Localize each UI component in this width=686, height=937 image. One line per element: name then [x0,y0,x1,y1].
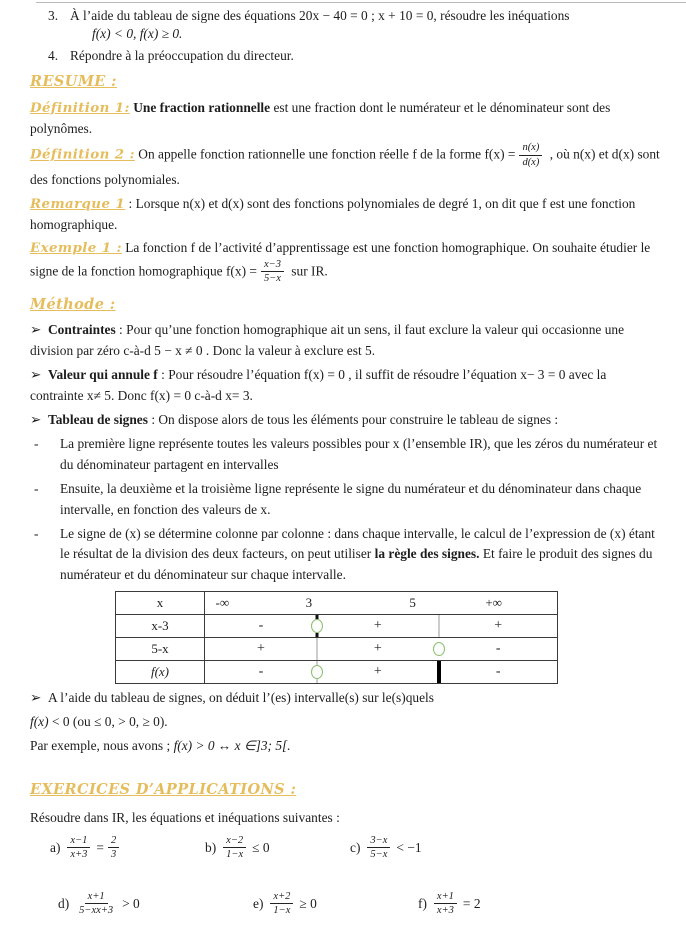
heading-definition-1: Définition 1: [30,99,130,116]
fraction-numerator: x−3 [261,258,284,272]
fraction-denominator: x+3 [436,904,454,916]
exercise-label: e) [253,896,264,912]
separator: : [157,367,169,383]
dash-text: La première ligne représente toutes les valeurs possibles pour x (l’ensemble IR), que les zéros du numérateur et du dénominateur partagent en intervalles [60,435,658,472]
fraction-numerator: x−1 [67,834,90,848]
zero-circle-icon [433,642,445,656]
document-content [30,8,660,937]
chevron-bullet-icon: ➢ [30,690,42,706]
zero-circle-icon [311,619,323,633]
dash-text-pre: Le signe de (x) se détermine colonne par colonne : dans chaque intervalle, le calcul de l’expression de (x) étant le résultat de la division des deux facteurs, on peut utiliser [60,525,655,562]
exercise-fraction [67,834,90,861]
heading-exercices-line [30,779,660,802]
list-item-text: Répondre à la préoccupation du directeur. [70,47,294,63]
method-lead: Tableau de signes [48,411,148,427]
math-f-of-x: f(x) [30,714,49,730]
sign-value: - [258,618,264,634]
exercise-rhs-fraction [108,834,119,861]
exemple-1-text-2: sur IR. [287,264,328,280]
paragraph-definition-1 [30,98,660,140]
exercise-item-e [253,891,317,918]
dash-item-ensuite [30,479,660,521]
sign-value: - [495,641,501,657]
exercise-item-f [418,891,481,918]
tick-minus-infinity: -∞ [215,595,230,611]
exercises-row-2 [30,891,660,937]
dash-bullet: - [34,480,39,496]
fraction-numerator: 2 [108,834,119,848]
remarque-1-text: : Lorsque n(x) et d(x) sont des fonctions polynomiales de degré 1, on dit que f est une fonction homographique. [30,195,636,232]
table-row-x-minus-3 [116,614,557,637]
exercises-intro: Résoudre dans IR, les équations et inéquations suivantes : [30,809,340,825]
chevron-bullet-icon: ➢ [30,411,42,427]
list-number: 3. [48,8,59,23]
exercise-label: b) [205,840,217,856]
exercise-fraction [76,890,116,917]
exercise-item-a [50,835,123,862]
method-text: Pour qu’une fonction homographique ait un sens, il faut exclure la valeur qui occasionne une division par zéro c-à-d 5 − x ≠ 0 . Donc la valeur à exclure est 5. [30,322,625,359]
row-label: 5-x [116,638,205,660]
example-math: f(x) > 0 ↔ x ∈]3; 5[. [173,738,291,754]
row-signs [205,638,557,660]
sign-table [115,591,558,684]
exercise-label: d) [58,896,70,912]
conclusion-line-3 [30,736,660,757]
top-divider [36,2,686,3]
heading-methode: Méthode : [30,295,116,313]
sign-value: + [257,641,265,657]
dash-text-post: Et faire le produit des signes du numérateur et du dénominateur sur chaque intervalle. [60,546,653,583]
sign-value: + [373,641,382,657]
list-item-3 [48,8,660,24]
method-item-tableau-signes [30,410,660,431]
dash-text [60,524,660,587]
fraction-numerator: 3−x [367,834,390,848]
exercise-relation: = [96,840,104,856]
sign-table-header-row [116,592,557,614]
conclusion-line-2 [30,712,660,733]
row-label: f(x) [116,661,205,683]
dash-text-bold: la règle des signes. [374,546,480,562]
sign-value: - [495,664,501,680]
exercise-item-c [350,835,422,862]
fraction-n-over-d [519,141,542,168]
exercise-fraction [223,834,246,861]
fraction-denominator: d(x) [522,156,540,168]
conclusion-text: A l’aide du tableau de signes, on déduit l’(es) intervalle(s) sur le(s)quels [48,690,434,706]
fraction-numerator: x+1 [434,890,457,904]
sign-value: + [494,618,503,634]
table-header-ticks [205,592,557,614]
boundary-line [316,638,317,660]
heading-exercices: EXERCICES D’APPLICATIONS : [30,780,297,798]
fraction-numerator: x+2 [270,890,293,904]
dash-bullet: - [34,525,39,541]
list-item-4 [48,48,660,64]
paragraph-definition-2 [30,142,660,190]
dash-item-signe-colonne [30,524,660,587]
tick-3: 3 [305,595,313,611]
definition-2-text-1: On appelle fonction rationnelle une fonction réelle f de la forme f(x) = [138,147,516,163]
row-label: x-3 [116,615,205,637]
fraction-denominator: 1−x [273,904,291,916]
separator: : [147,411,159,427]
exercise-fraction [270,890,293,917]
heading-methode-line [30,294,660,317]
exercise-label: f) [418,896,427,912]
row-signs [205,615,557,637]
exercises-row-1 [30,835,660,881]
paragraph-exemple-1 [30,238,660,286]
list-item-text: À l’aide du tableau de signe des équations 20x − 40 = 0 ; x + 10 = 0, résoudre les inéquations [70,8,570,23]
exercise-item-b [205,835,270,862]
dash-bullet: - [34,435,39,451]
exercise-label: c) [350,840,361,856]
method-lead: Valeur qui annule f [48,367,158,383]
dash-text: Ensuite, la deuxième et la troisième ligne représente le signe du numérateur et du dénominateur dans chaque intervalle, en fonction des valeurs de x. [60,480,642,517]
zero-circle-icon [311,665,323,679]
list-number: 4. [48,47,59,63]
table-row-5-minus-x [116,637,557,660]
heading-exemple-1: Exemple 1 : [30,240,122,257]
conclusion-conditions: < 0 (ou ≤ 0, > 0, ≥ 0). [48,714,168,730]
row-signs [205,661,557,683]
exercise-item-d [58,891,140,918]
chevron-bullet-icon: ➢ [30,367,42,383]
separator: : [115,322,127,338]
tick-plus-infinity: +∞ [485,595,502,611]
sign-value: - [258,664,264,680]
fraction-denominator: 5−x [263,273,281,285]
tick-5: 5 [409,595,416,611]
double-bar-icon [437,661,441,683]
boundary-tick [315,633,318,637]
example-text: Par exemple, nous avons ; [30,738,174,754]
exercise-relation: ≥ 0 [299,896,317,912]
exercise-fraction [434,890,457,917]
definition-1-term: Une fraction rationnelle [133,99,271,115]
dash-item-premiere-ligne [30,434,660,476]
chevron-bullet-icon: ➢ [30,322,42,338]
sign-value: + [373,664,382,680]
exercise-relation: ≤ 0 [252,840,270,856]
sign-value: + [373,618,382,634]
list-item-3-continuation: f(x) < 0, f(x) ≥ 0. [92,26,183,41]
heading-resume: RESUME : [30,72,117,90]
heading-resume-line [30,71,660,94]
method-text: On dispose alors de tous les éléments pour construire le tableau de signes : [158,411,559,427]
exercise-relation: < −1 [396,840,422,856]
heading-definition-2: Définition 2 : [30,147,135,164]
method-lead: Contraintes [48,322,116,338]
method-text: Pour résoudre l’équation f(x) = 0 , il suffit de résoudre l’équation x− 3 = 0 avec la contrainte x≠ 5. Donc f(x) = 0 c-à-d x= 3. [30,367,607,404]
fraction-numerator: x+1 [85,890,108,904]
fraction-numerator: x−2 [223,834,246,848]
method-item-valeur-annule [30,365,660,407]
table-header-x: x [116,592,205,614]
fraction-denominator: 3 [110,848,117,860]
definition-1-text: est une fraction dont le numérateur et le dénominateur sont des polynômes. [30,99,611,136]
heading-remarque-1: Remarque 1 [30,195,126,212]
exemple-1-text-1: La fonction f de l’activité d’apprentissage est une fonction homographique. On souhaite étudier le signe de la fonction homographique f(x) = [30,240,651,280]
fraction-numerator: n(x) [519,141,542,155]
conclusion-line-1 [30,688,660,709]
boundary-line [439,615,440,637]
definition-2-text-2: , où n(x) et d(x) sont des fonctions polynomiales. [30,147,660,187]
table-row-f-of-x [116,660,557,683]
exercise-label: a) [50,840,61,856]
fraction-denominator: x+3 [70,848,88,860]
fraction-x-minus-3-over-5-minus-x [261,258,284,285]
exercise-relation: > 0 [122,896,140,912]
fraction-denominator: 5−xx+3 [79,904,114,916]
fraction-denominator: 5−x [370,848,388,860]
exercise-fraction [367,834,390,861]
method-item-contraintes [30,320,660,362]
fraction-denominator: 1−x [226,848,244,860]
exercise-relation: = 2 [462,896,481,912]
paragraph-remarque-1 [30,194,660,236]
